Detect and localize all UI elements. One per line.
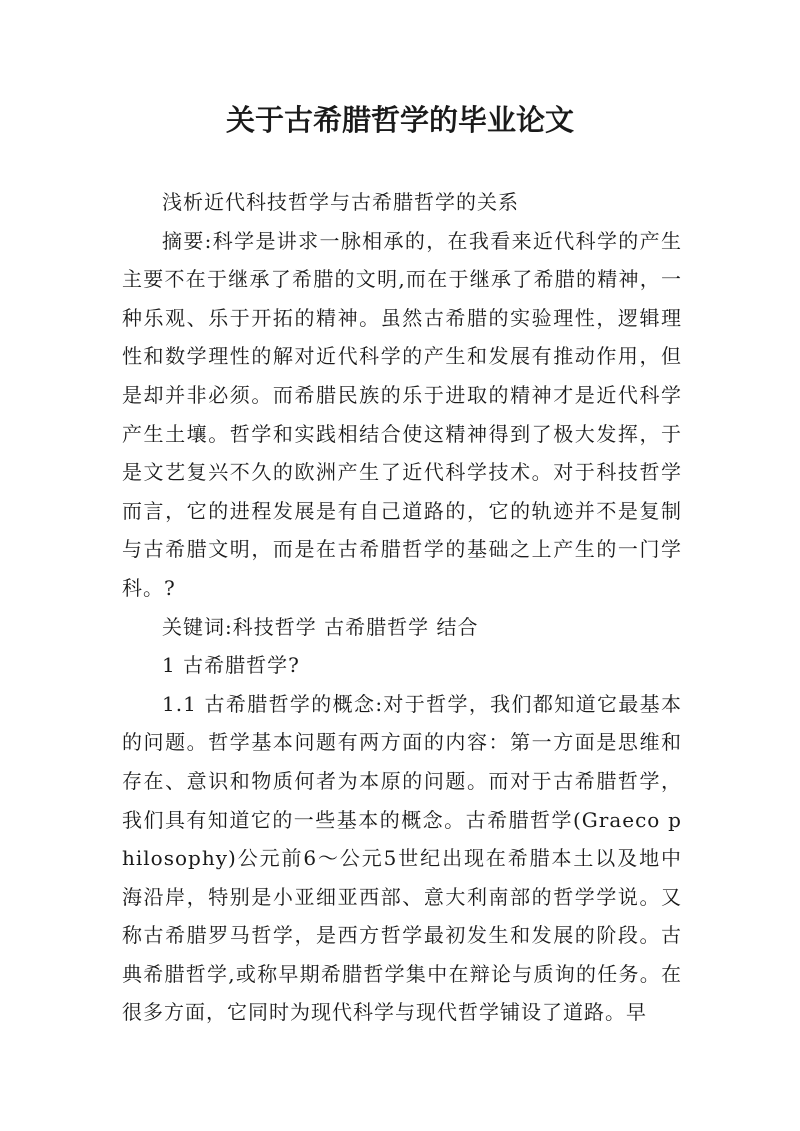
abstract-paragraph: 摘要:科学是讲求一脉相承的，在我看来近代科学的产生主要不在于继承了希腊的文明,而在于继承了希腊的精神，一种乐观、乐于开拓的精神。虽然古希腊的实验理性，逻辑理性和数学理性的解对近代科学的产生和发展有推动作用，但是却并非必须。而希腊民族的乐于进取的精神才是近代科学产生土壤。哲学和实践相结合使这精神得到了极大发挥，于是文艺复兴不久的欧洲产生了近代科学技术。对于科技哲学而言，它的进程发展是有自己道路的，它的轨迹并不是复制与古希腊文明，而是在古希腊哲学的基础之上产生的一门学科。? (122, 228, 682, 600)
keywords-paragraph: 关键词:科技哲学 古希腊哲学 结合 (162, 614, 479, 639)
subtitle-paragraph: 浅析近代科技哲学与古希腊哲学的关系 (162, 190, 519, 214)
section-paragraph: 1.1 古希腊哲学的概念:对于哲学，我们都知道它最基本的问题。哲学基本问题有两方面的内容：第一方面是思维和存在、意识和物质何者为本原的问题。而对于古希腊哲学，我们具有知道它的一些基本的概念。古希腊哲学(Graeco philosophy)公元前6～公元5世纪出现在希腊本土以及地中海沿岸，特别是小亚细亚西部、意大利南部的哲学学说。又称古希腊罗马哲学，是西方哲学最初发生和发展的阶段。古典希腊哲学,或称早期希腊哲学集中在辩论与质询的任务。在很多方面，它同时为现代科学与现代哲学铺设了道路。早 (122, 691, 682, 1025)
document-title: 关于古希腊哲学的毕业论文 (225, 103, 574, 137)
section-heading: 1 古希腊哲学? (162, 653, 300, 678)
document-body (122, 183, 682, 1032)
